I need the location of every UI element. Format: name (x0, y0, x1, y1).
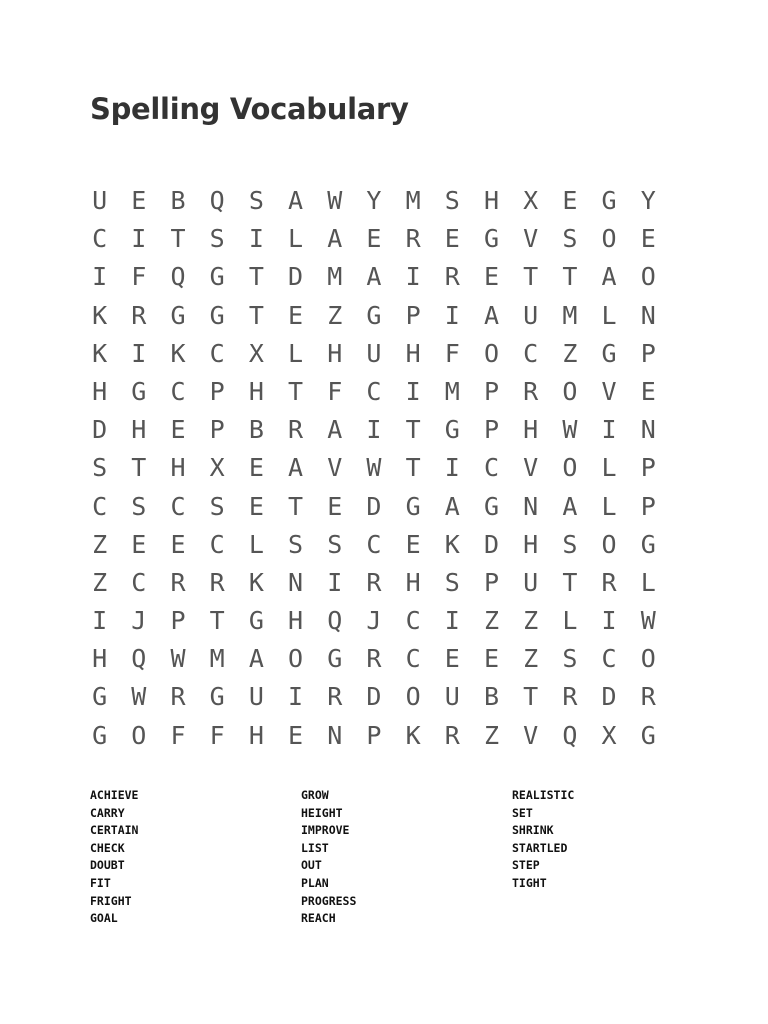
grid-letter: P (640, 338, 656, 368)
grid-letter: T (562, 262, 578, 292)
grid-letter: E (562, 186, 578, 215)
grid-letter: E (405, 529, 421, 559)
grid-letter: I (248, 224, 264, 254)
grid-letter: L (248, 529, 264, 559)
grid-letter: E (248, 453, 264, 483)
grid-letter: E (444, 644, 460, 674)
grid-letter: E (366, 224, 382, 254)
vocabulary-word: FRIGHT (90, 893, 132, 908)
grid-letter: B (248, 415, 264, 445)
vocabulary-word: LIST (301, 840, 329, 855)
grid-letter: U (248, 682, 264, 712)
grid-letter: P (209, 376, 225, 406)
grid-letter: R (170, 682, 186, 712)
word-list-column-3 (512, 787, 574, 893)
grid-letter: X (248, 338, 264, 368)
grid-letter: L (288, 224, 304, 254)
grid-letter: Z (92, 567, 108, 597)
grid-letter: E (131, 186, 147, 215)
grid-letter: M (444, 376, 460, 406)
grid-letter: U (92, 186, 108, 215)
grid-letter: I (92, 606, 108, 636)
grid-letter: D (366, 491, 382, 521)
grid-letter: H (92, 376, 108, 406)
grid-letter: E (444, 224, 460, 254)
grid-letter: P (405, 300, 421, 330)
grid-letter: A (327, 415, 343, 445)
grid-letter: E (170, 529, 186, 559)
grid-letter: T (248, 262, 264, 292)
grid-letter: O (405, 682, 421, 712)
grid-letter: L (640, 567, 656, 597)
grid-letter: S (444, 186, 460, 215)
grid-letter: S (327, 529, 343, 559)
grid-letter: O (483, 338, 499, 368)
grid-letter: G (366, 300, 382, 330)
grid-letter: X (523, 186, 539, 215)
vocabulary-word: PLAN (301, 875, 329, 890)
grid-letter: C (92, 224, 108, 254)
grid-letter: H (405, 338, 421, 368)
vocabulary-word: REACH (301, 911, 336, 926)
grid-letter: C (209, 529, 225, 559)
grid-letter: R (444, 262, 460, 292)
grid-letter: H (523, 529, 539, 559)
grid-letter: G (209, 262, 225, 292)
grid-letter: H (327, 338, 343, 368)
grid-letter: W (366, 453, 382, 483)
grid-letter: L (562, 606, 578, 636)
grid-letter: I (601, 606, 617, 636)
grid-letter: R (170, 567, 186, 597)
grid-letter: K (444, 529, 460, 559)
grid-letter: T (405, 415, 421, 445)
grid-letter: U (444, 682, 460, 712)
grid-letter: X (601, 720, 617, 750)
grid-letter: C (366, 376, 382, 406)
grid-letter: Q (170, 262, 186, 292)
grid-letter: T (209, 606, 225, 636)
grid-letter: F (444, 338, 460, 368)
grid-letter: S (209, 224, 225, 254)
grid-letter: G (444, 415, 460, 445)
grid-letter: O (601, 529, 617, 559)
grid-letter: M (327, 262, 343, 292)
grid-letter: I (92, 262, 108, 292)
grid-letter: C (405, 644, 421, 674)
grid-letter: A (444, 491, 460, 521)
grid-letter: W (327, 186, 343, 215)
grid-letter: H (288, 606, 304, 636)
grid-letter: B (170, 186, 186, 215)
grid-letter: G (209, 300, 225, 330)
grid-letter: S (562, 529, 578, 559)
grid-letter: G (248, 606, 264, 636)
grid-letter: W (562, 415, 578, 445)
grid-letter: N (640, 300, 656, 330)
grid-row (80, 220, 668, 258)
grid-letter: Q (327, 606, 343, 636)
grid-letter: A (288, 186, 304, 215)
word-search-grid (80, 182, 668, 755)
grid-letter: W (640, 606, 656, 636)
grid-letter: R (366, 644, 382, 674)
grid-letter: D (483, 529, 499, 559)
grid-letter: N (523, 491, 539, 521)
grid-letter: Z (523, 606, 539, 636)
grid-letter: Q (562, 720, 578, 750)
grid-letter: H (405, 567, 421, 597)
grid-row (80, 488, 668, 526)
grid-row (80, 297, 668, 335)
grid-letter: L (601, 453, 617, 483)
grid-letter: C (483, 453, 499, 483)
grid-letter: N (288, 567, 304, 597)
grid-letter: G (640, 720, 656, 750)
grid-letter: N (640, 415, 656, 445)
grid-letter: M (209, 644, 225, 674)
vocabulary-word: FIT (90, 875, 111, 890)
grid-letter: T (523, 262, 539, 292)
grid-letter: Z (92, 529, 108, 559)
grid-letter: E (131, 529, 147, 559)
grid-letter: E (170, 415, 186, 445)
grid-letter: M (562, 300, 578, 330)
grid-letter: C (92, 491, 108, 521)
grid-row (80, 258, 668, 296)
grid-letter: O (131, 720, 147, 750)
grid-row (80, 335, 668, 373)
grid-letter: O (562, 453, 578, 483)
grid-letter: I (131, 224, 147, 254)
grid-letter: T (131, 453, 147, 483)
grid-letter: I (444, 453, 460, 483)
grid-letter: Y (640, 186, 656, 215)
grid-letter: A (288, 453, 304, 483)
grid-letter: I (444, 606, 460, 636)
grid-letter: T (523, 682, 539, 712)
grid-letter: Z (523, 644, 539, 674)
grid-letter: H (170, 453, 186, 483)
grid-letter: A (601, 262, 617, 292)
grid-row (80, 717, 668, 755)
vocabulary-word: STARTLED (512, 840, 568, 855)
grid-letter: A (327, 224, 343, 254)
grid-letter: T (405, 453, 421, 483)
grid-letter: H (523, 415, 539, 445)
grid-letter: I (366, 415, 382, 445)
grid-letter: D (92, 415, 108, 445)
grid-letter: S (131, 491, 147, 521)
grid-row (80, 373, 668, 411)
grid-letter: R (131, 300, 147, 330)
grid-row (80, 564, 668, 602)
grid-letter: P (209, 415, 225, 445)
grid-letter: Z (327, 300, 343, 330)
grid-letter: L (601, 300, 617, 330)
grid-letter: K (92, 338, 108, 368)
grid-letter: F (131, 262, 147, 292)
vocabulary-word: CARRY (90, 805, 125, 820)
grid-letter: D (288, 262, 304, 292)
grid-letter: Q (131, 644, 147, 674)
grid-letter: K (405, 720, 421, 750)
grid-letter: E (483, 644, 499, 674)
grid-row (80, 182, 668, 220)
grid-letter: G (640, 529, 656, 559)
grid-letter: A (562, 491, 578, 521)
vocabulary-word: SET (512, 805, 533, 820)
vocabulary-word: GROW (301, 788, 329, 802)
grid-letter: T (562, 567, 578, 597)
grid-letter: E (640, 224, 656, 254)
grid-letter: H (131, 415, 147, 445)
vocabulary-word: IMPROVE (301, 823, 350, 838)
grid-row (80, 526, 668, 564)
word-list-column-2 (301, 787, 356, 928)
grid-letter: V (523, 453, 539, 483)
grid-letter: T (170, 224, 186, 254)
grid-letter: V (601, 376, 617, 406)
grid-letter: D (601, 682, 617, 712)
grid-letter: L (288, 338, 304, 368)
vocabulary-word: STEP (512, 858, 540, 873)
grid-letter: P (366, 720, 382, 750)
grid-letter: G (601, 186, 617, 215)
grid-letter: P (640, 491, 656, 521)
vocabulary-word: TIGHT (512, 875, 547, 890)
grid-letter: I (131, 338, 147, 368)
grid-letter: A (248, 644, 264, 674)
grid-letter: S (248, 186, 264, 215)
grid-letter: T (288, 491, 304, 521)
grid-letter: T (288, 376, 304, 406)
grid-letter: W (131, 682, 147, 712)
grid-letter: N (327, 720, 343, 750)
grid-letter: I (444, 300, 460, 330)
grid-letter: G (92, 720, 108, 750)
vocabulary-word: PROGRESS (301, 893, 357, 908)
grid-letter: G (601, 338, 617, 368)
grid-letter: G (92, 682, 108, 712)
grid-letter: R (405, 224, 421, 254)
grid-letter: S (562, 644, 578, 674)
grid-letter: D (366, 682, 382, 712)
grid-letter: Z (483, 720, 499, 750)
grid-row (80, 602, 668, 640)
grid-letter: H (92, 644, 108, 674)
grid-letter: R (327, 682, 343, 712)
grid-letter: I (601, 415, 617, 445)
grid-letter: P (483, 376, 499, 406)
grid-row (80, 411, 668, 449)
vocabulary-word: GOAL (90, 911, 118, 926)
grid-letter: C (601, 644, 617, 674)
grid-letter: C (170, 376, 186, 406)
grid-letter: P (170, 606, 186, 636)
vocabulary-word: CHECK (90, 840, 125, 855)
page-title: Spelling Vocabulary (90, 92, 409, 126)
grid-letter: G (405, 491, 421, 521)
grid-letter: I (405, 376, 421, 406)
grid-letter: C (405, 606, 421, 636)
grid-letter: H (248, 720, 264, 750)
vocabulary-word: DOUBT (90, 858, 125, 873)
grid-letter: Q (209, 186, 225, 215)
grid-letter: S (92, 453, 108, 483)
grid-letter: O (562, 376, 578, 406)
grid-letter: P (483, 415, 499, 445)
grid-letter: F (170, 720, 186, 750)
grid-row (80, 640, 668, 678)
grid-letter: R (562, 682, 578, 712)
grid-letter: A (483, 300, 499, 330)
grid-letter: O (640, 262, 656, 292)
grid-letter: P (640, 453, 656, 483)
grid-letter: E (288, 300, 304, 330)
grid-letter: G (131, 376, 147, 406)
grid-letter: C (523, 338, 539, 368)
grid-row (80, 678, 668, 716)
grid-letter: F (209, 720, 225, 750)
grid-letter: U (523, 300, 539, 330)
grid-letter: R (523, 376, 539, 406)
grid-letter: K (92, 300, 108, 330)
grid-letter: I (288, 682, 304, 712)
grid-letter: Z (562, 338, 578, 368)
grid-letter: S (562, 224, 578, 254)
vocabulary-word: OUT (301, 858, 322, 873)
grid-letter: G (483, 491, 499, 521)
grid-letter: T (248, 300, 264, 330)
grid-letter: H (248, 376, 264, 406)
vocabulary-word: HEIGHT (301, 805, 343, 820)
grid-letter: O (288, 644, 304, 674)
grid-letter: B (483, 682, 499, 712)
grid-letter: C (170, 491, 186, 521)
grid-letter: E (288, 720, 304, 750)
grid-letter: V (523, 720, 539, 750)
grid-letter: R (209, 567, 225, 597)
grid-letter: G (209, 682, 225, 712)
vocabulary-word: CERTAIN (90, 823, 139, 838)
grid-letter: P (483, 567, 499, 597)
grid-letter: K (170, 338, 186, 368)
grid-letter: H (483, 186, 499, 215)
grid-letter: K (248, 567, 264, 597)
vocabulary-word: REALISTIC (512, 788, 575, 802)
grid-letter: L (601, 491, 617, 521)
grid-letter: W (170, 644, 186, 674)
grid-row (80, 449, 668, 487)
grid-letter: O (640, 644, 656, 674)
grid-letter: S (444, 567, 460, 597)
grid-letter: C (131, 567, 147, 597)
grid-letter: R (444, 720, 460, 750)
vocabulary-word: ACHIEVE (90, 788, 139, 802)
grid-letter: V (523, 224, 539, 254)
grid-letter: J (131, 606, 147, 636)
grid-letter: I (327, 567, 343, 597)
grid-letter: E (248, 491, 264, 521)
grid-letter: I (405, 262, 421, 292)
grid-letter: R (601, 567, 617, 597)
grid-letter: R (366, 567, 382, 597)
grid-letter: G (327, 644, 343, 674)
grid-letter: V (327, 453, 343, 483)
grid-letter: U (523, 567, 539, 597)
grid-letter: R (288, 415, 304, 445)
grid-letter: E (483, 262, 499, 292)
grid-letter: Y (366, 186, 382, 215)
grid-letter: A (366, 262, 382, 292)
grid-letter: X (209, 453, 225, 483)
grid-letter: E (640, 376, 656, 406)
grid-letter: M (405, 186, 421, 215)
grid-letter: C (366, 529, 382, 559)
grid-letter: O (601, 224, 617, 254)
grid-letter: S (288, 529, 304, 559)
grid-letter: Z (483, 606, 499, 636)
grid-letter: G (170, 300, 186, 330)
grid-letter: E (327, 491, 343, 521)
grid-letter: S (209, 491, 225, 521)
grid-letter: F (327, 376, 343, 406)
grid-letter: U (366, 338, 382, 368)
word-list-column-1 (90, 787, 138, 928)
grid-letter: J (366, 606, 382, 636)
grid-letter: C (209, 338, 225, 368)
grid-letter: R (640, 682, 656, 712)
vocabulary-word: SHRINK (512, 823, 554, 838)
grid-letter: G (483, 224, 499, 254)
